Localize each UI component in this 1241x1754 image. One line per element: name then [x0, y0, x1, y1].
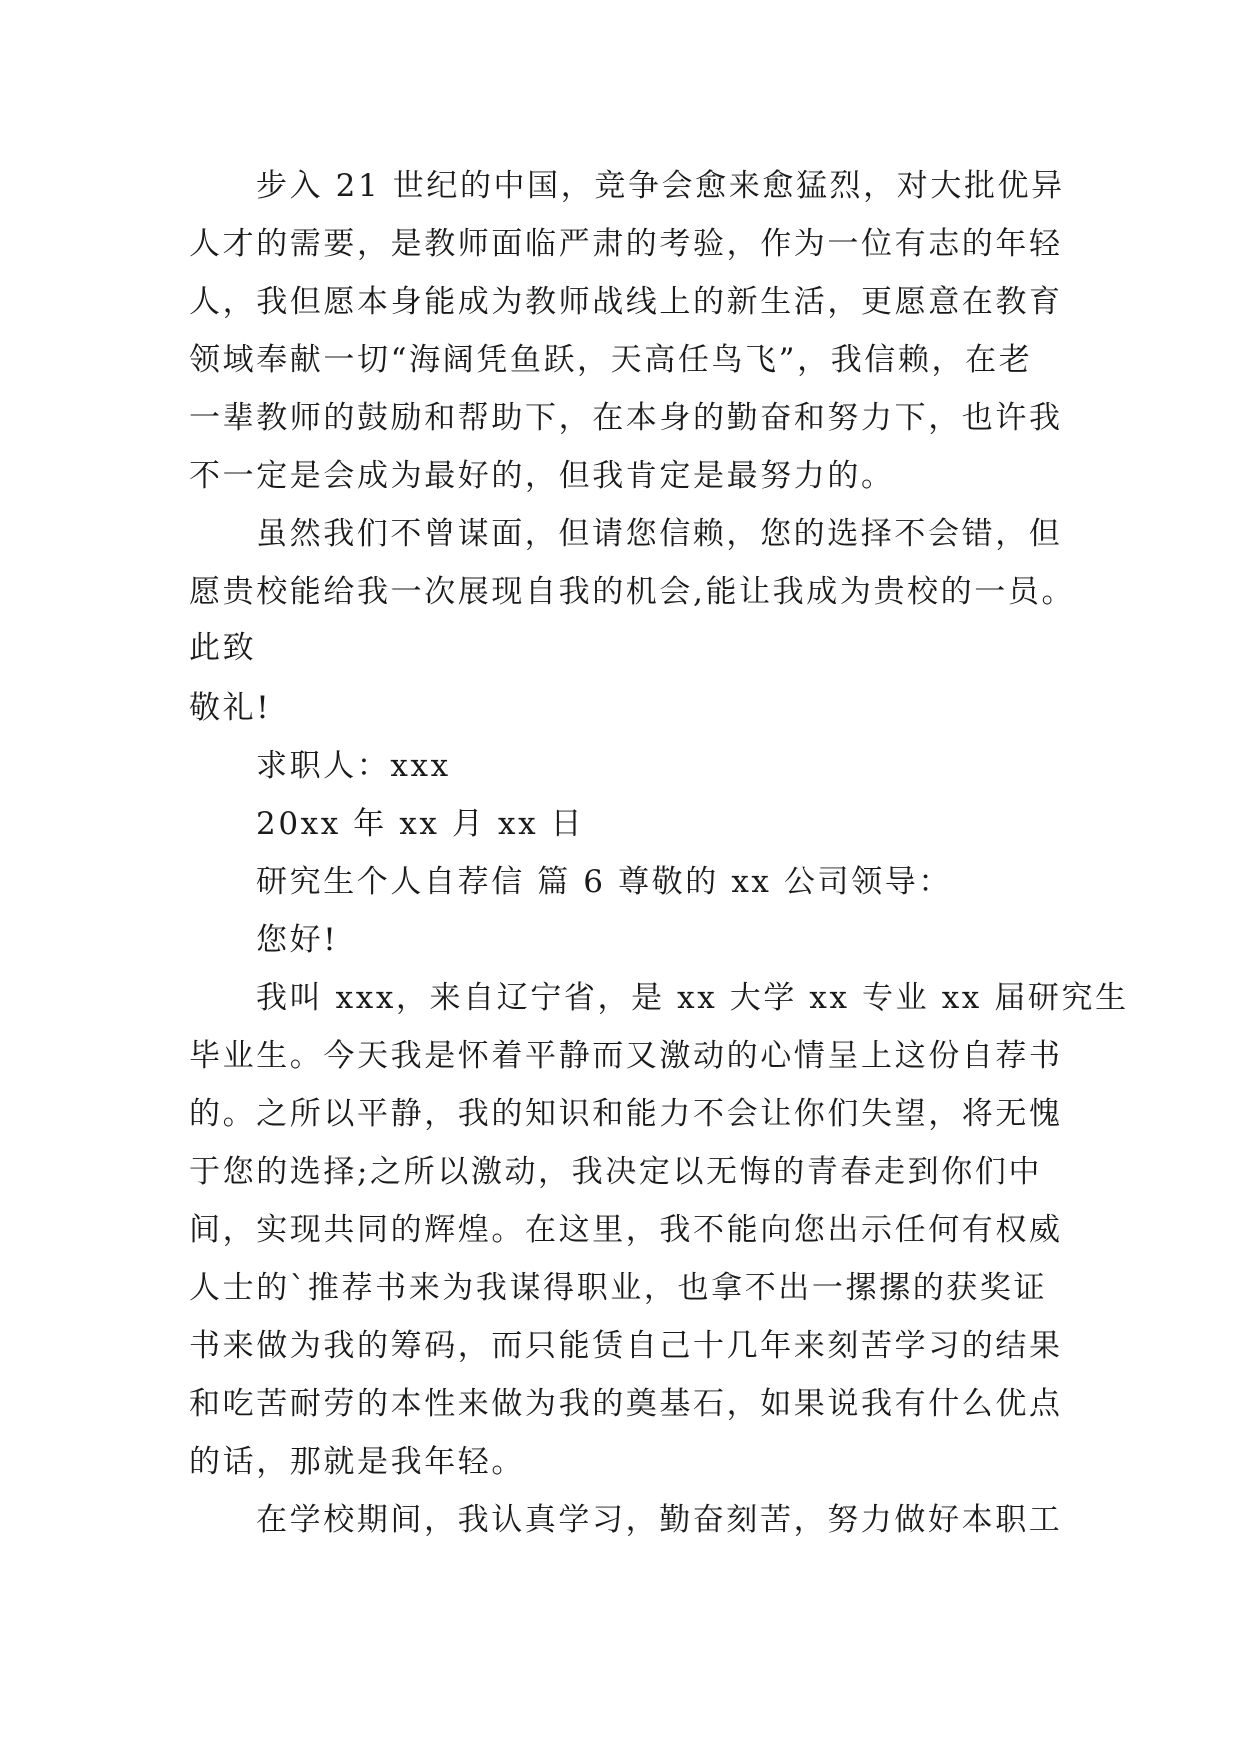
text-line: 我叫 xxx，来自辽宁省，是 xx 大学 xx 专业 xx 届研究生 [256, 980, 1129, 1016]
text-line: 步入 21 世纪的中国，竞争会愈来愈猛烈，对大批优异 [256, 168, 1065, 204]
text-line: 书来做为我的筹码，而只能赁自己十几年来刻苦学习的结果 [189, 1328, 1063, 1364]
text-line: 在学校期间，我认真学习，勤奋刻苦，努力做好本职工 [256, 1502, 1063, 1538]
text-line: 的。之所以平静，我的知识和能力不会让你们失望，将无愧 [189, 1096, 1063, 1132]
text-line: 愿贵校能给我一次展现自我的机会,能让我成为贵校的一员。 [189, 574, 1076, 610]
text-line: 此致 [189, 630, 257, 666]
text-line: 敬礼! [189, 690, 272, 726]
text-line: 领域奉献一切“海阔凭鱼跃，天高任鸟飞”，我信赖，在老 [189, 342, 1033, 378]
text-line: 虽然我们不曾谋面，但请您信赖，您的选择不会错，但 [256, 516, 1063, 552]
text-line: 和吃苦耐劳的本性来做为我的奠基石，如果说我有什么优点 [189, 1386, 1063, 1422]
text-line: 研究生个人自荐信 篇 6 尊敬的 xx 公司领导： [256, 864, 952, 900]
text-line: 的话，那就是我年轻。 [189, 1444, 525, 1480]
text-line: 间，实现共同的辉煌。在这里，我不能向您出示任何有权威 [189, 1212, 1063, 1248]
text-line: 您好! [256, 922, 339, 958]
text-line: 人才的需要，是教师面临严肃的考验，作为一位有志的年轻 [189, 226, 1063, 262]
text-line: 一辈教师的鼓励和帮助下，在本身的勤奋和努力下，也许我 [189, 400, 1063, 436]
text-line: 毕业生。今天我是怀着平静而又激动的心情呈上这份自荐书 [189, 1038, 1063, 1074]
text-line: 不一定是会成为最好的，但我肯定是最努力的。 [189, 458, 895, 494]
text-line: 人士的`推荐书来为我谋得职业，也拿不出一摞摞的获奖证 [189, 1270, 1048, 1306]
text-line: 20xx 年 xx 月 xx 日 [256, 806, 585, 842]
text-line: 求职人：xxx [256, 748, 451, 784]
text-line: 于您的选择;之所以激动，我决定以无悔的青春走到你们中 [189, 1154, 1043, 1190]
text-line: 人，我但愿本身能成为教师战线上的新生活，更愿意在教育 [189, 284, 1063, 320]
